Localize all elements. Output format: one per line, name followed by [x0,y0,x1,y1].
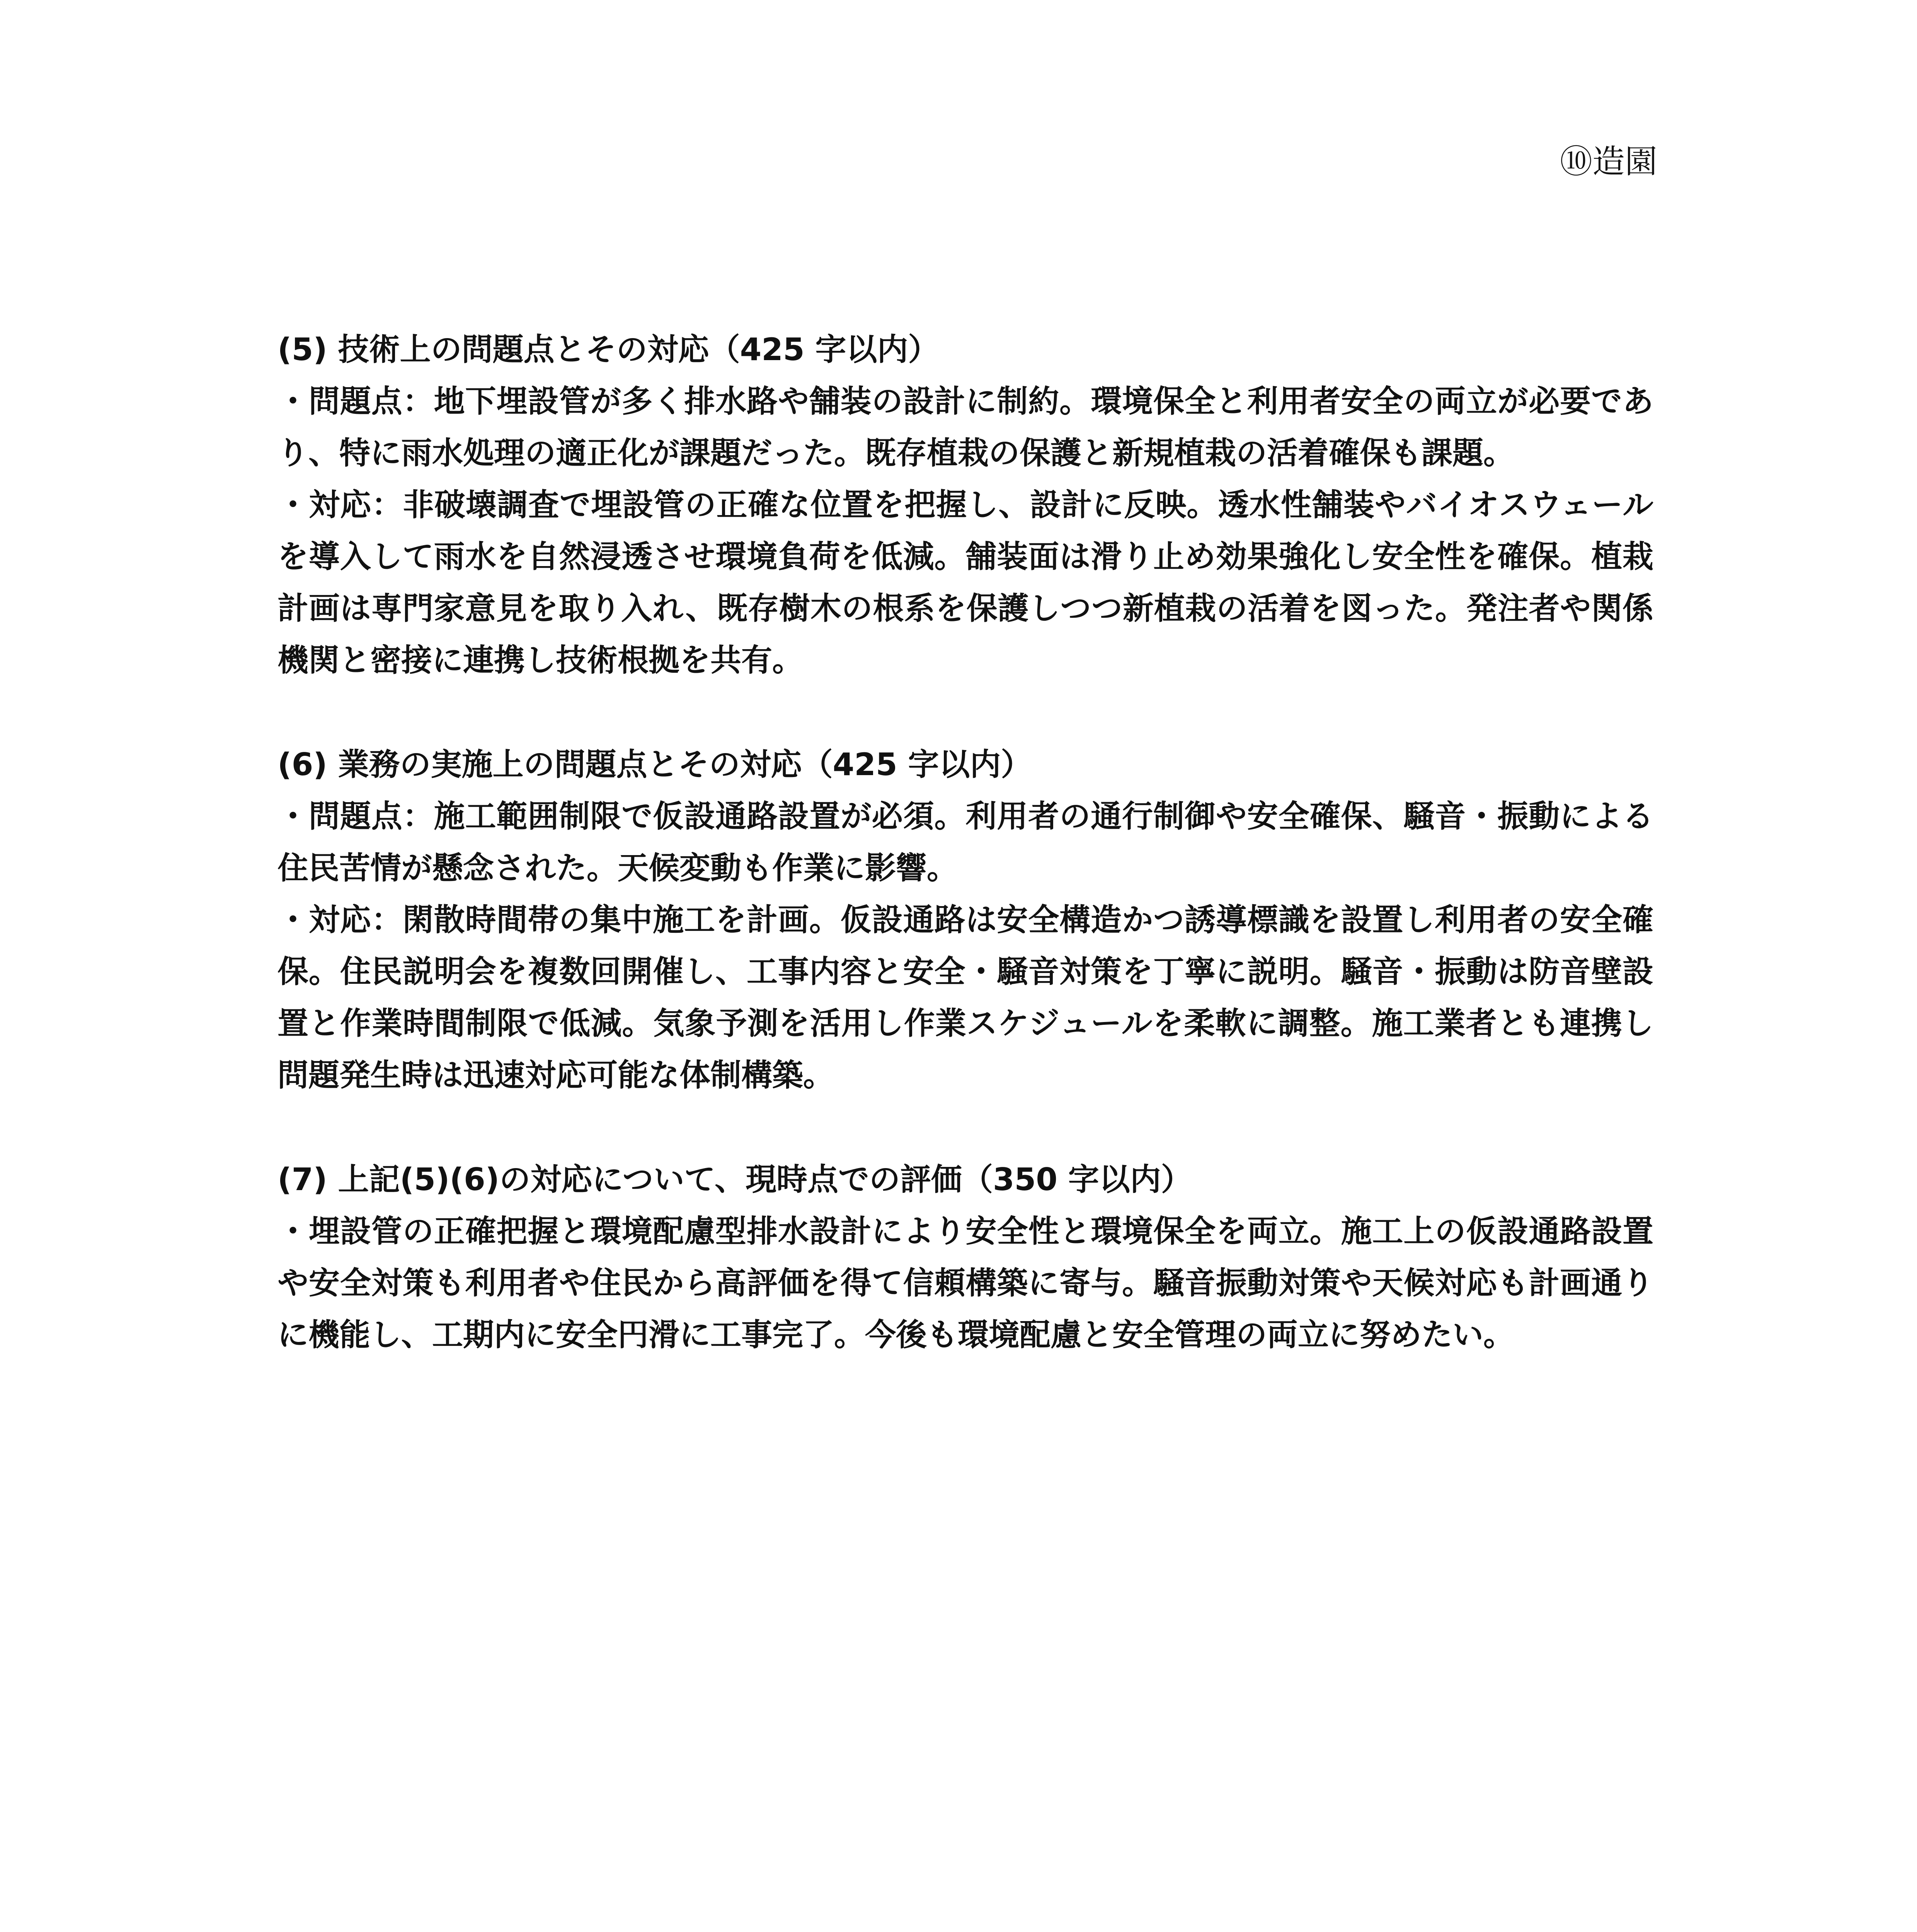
section-5 [278,324,1653,686]
section-heading: (7) 上記(5)(6)の対応について、現時点での評価（350 字以内） [278,1162,1192,1197]
problem-paragraph: ・問題点：地下埋設管が多く排水路や舗装の設計に制約。環境保全と利用者安全の両立が必要であり、特に雨水処理の適正化が課題だった。既存植栽の保護と新規植栽の活着確保も課題。 [278,383,1653,471]
document-body [278,324,1653,1413]
section-7 [278,1154,1653,1361]
response-paragraph: ・対応：非破壊調査で埋設管の正確な位置を把握し、設計に反映。透水性舗装やバイオスウェールを導入して雨水を自然浸透させ環境負荷を低減。舗装面は滑り止め効果強化し安全性を確保。植栽計画は専門家意見を取り入れ、既存樹木の根系を保護しつつ新植栽の活着を図った。発注者や関係機関と密接に連携し技術根拠を共有。 [278,487,1654,678]
problem-paragraph: ・問題点：施工範囲制限で仮設通路設置が必須。利用者の通行制御や安全確保、騒音・振動による住民苦情が懸念された。天候変動も作業に影響。 [278,798,1653,886]
section-6 [278,739,1653,1101]
section-heading: (6) 業務の実施上の問題点とその対応（425 字以内） [278,747,1032,782]
evaluation-paragraph: ・埋設管の正確把握と環境配慮型排水設計により安全性と環境保全を両立。施工上の仮設通路設置や安全対策も利用者や住民から高評価を得て信頼構築に寄与。騒音振動対策や天候対応も計画通りに機能し、工期内に安全円滑に工事完了。今後も環境配慮と安全管理の両立に努めたい。 [278,1213,1653,1353]
section-label: ⑩造園 [1559,143,1657,180]
response-paragraph: ・対応：閑散時間帯の集中施工を計画。仮設通路は安全構造かつ誘導標識を設置し利用者の安全確保。住民説明会を複数回開催し、工事内容と安全・騒音対策を丁寧に説明。騒音・振動は防音壁設置と作業時間制限で低減。気象予測を活用し作業スケジュールを柔軟に調整。施工業者とも連携し問題発生時は迅速対応可能な体制構築。 [278,902,1653,1093]
section-heading: (5) 技術上の問題点とその対応（425 字以内） [278,332,939,367]
